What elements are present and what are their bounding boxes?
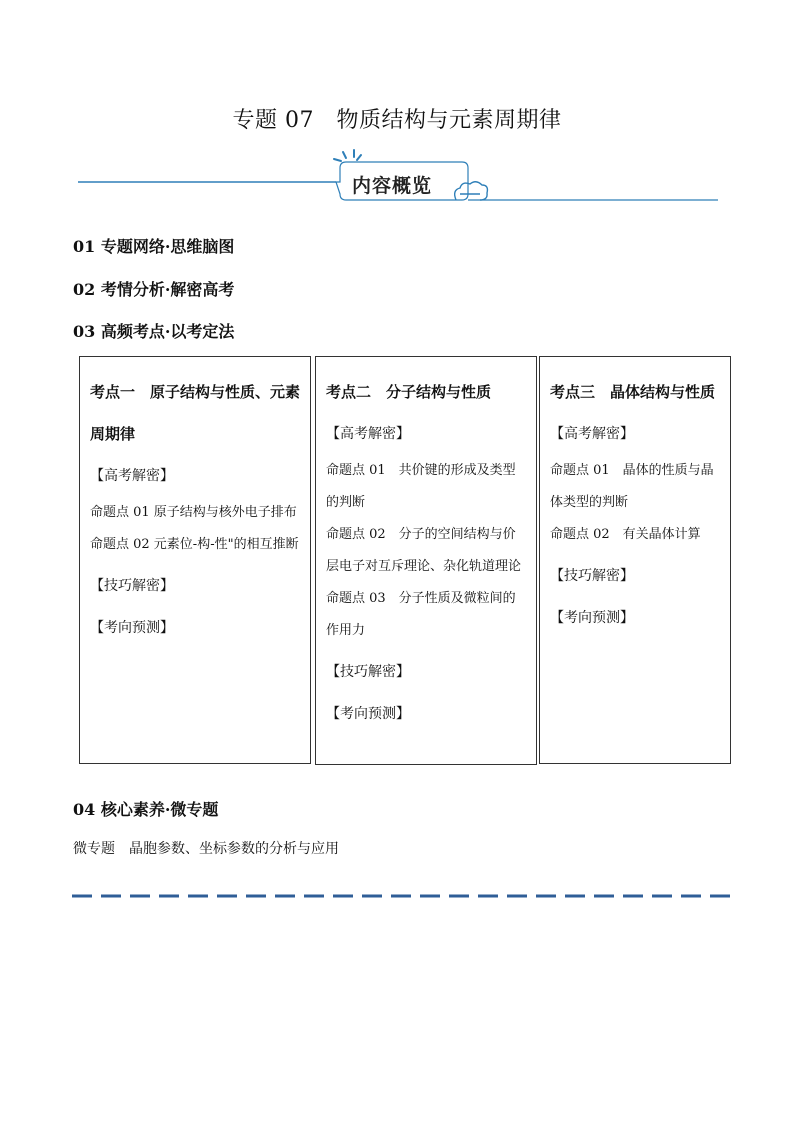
topic-1-gaokao: 【高考解密】 — [90, 468, 174, 484]
section-3-heading: 03 高频考点·以考定法 — [73, 322, 235, 341]
section-1-heading: 01 专题网络·思维脑图 — [73, 237, 235, 256]
topic-3-point-1: 命题点 01 晶体的性质与晶体类型的判断 — [550, 463, 714, 510]
cloud-icon — [455, 182, 488, 200]
topic-1-point-2: 命题点 02 元素位-构-性"的相互推断 — [90, 537, 299, 552]
topic-box-3 — [539, 356, 731, 764]
topic-2-heading: 考点二 分子结构与性质 — [326, 383, 492, 401]
topic-3-jiqiao: 【技巧解密】 — [550, 568, 634, 584]
topic-box-2 — [315, 356, 537, 765]
topic-3-heading: 考点三 晶体结构与性质 — [550, 383, 716, 401]
topic-2-yuce: 【考向预测】 — [326, 706, 410, 722]
topic-1-point-1: 命题点 01 原子结构与核外电子排布 — [90, 505, 297, 520]
topic-2-jiqiao: 【技巧解密】 — [326, 664, 410, 680]
section-2-heading: 02 考情分析·解密高考 — [73, 280, 235, 299]
topic-box-1 — [79, 356, 311, 764]
dashed-divider — [72, 892, 732, 900]
micro-topic: 微专题 晶胞参数、坐标参数的分析与应用 — [73, 841, 339, 857]
topic-2-point-1: 命题点 01 共价键的形成及类型的判断 — [326, 463, 516, 510]
topic-1-heading: 考点一 原子结构与性质、元素周期律 — [90, 383, 301, 443]
topic-3-yuce: 【考向预测】 — [550, 610, 634, 626]
topic-3-point-2: 命题点 02 有关晶体计算 — [550, 527, 701, 542]
topic-2-gaokao: 【高考解密】 — [326, 426, 410, 442]
section-4-heading: 04 核心素养·微专题 — [73, 800, 219, 819]
banner-label: 内容概览 — [352, 175, 433, 197]
topic-3-gaokao: 【高考解密】 — [550, 426, 634, 442]
topic-2-point-3: 命题点 03 分子性质及微粒间的作用力 — [326, 591, 516, 638]
sparkle-icon — [334, 150, 361, 161]
page-title: 专题 07 物质结构与元素周期律 — [232, 108, 562, 133]
topic-1-yuce: 【考向预测】 — [90, 620, 174, 636]
topic-2-point-2: 命题点 02 分子的空间结构与价层电子对互斥理论、杂化轨道理论 — [326, 527, 522, 574]
topic-1-jiqiao: 【技巧解密】 — [90, 578, 174, 594]
